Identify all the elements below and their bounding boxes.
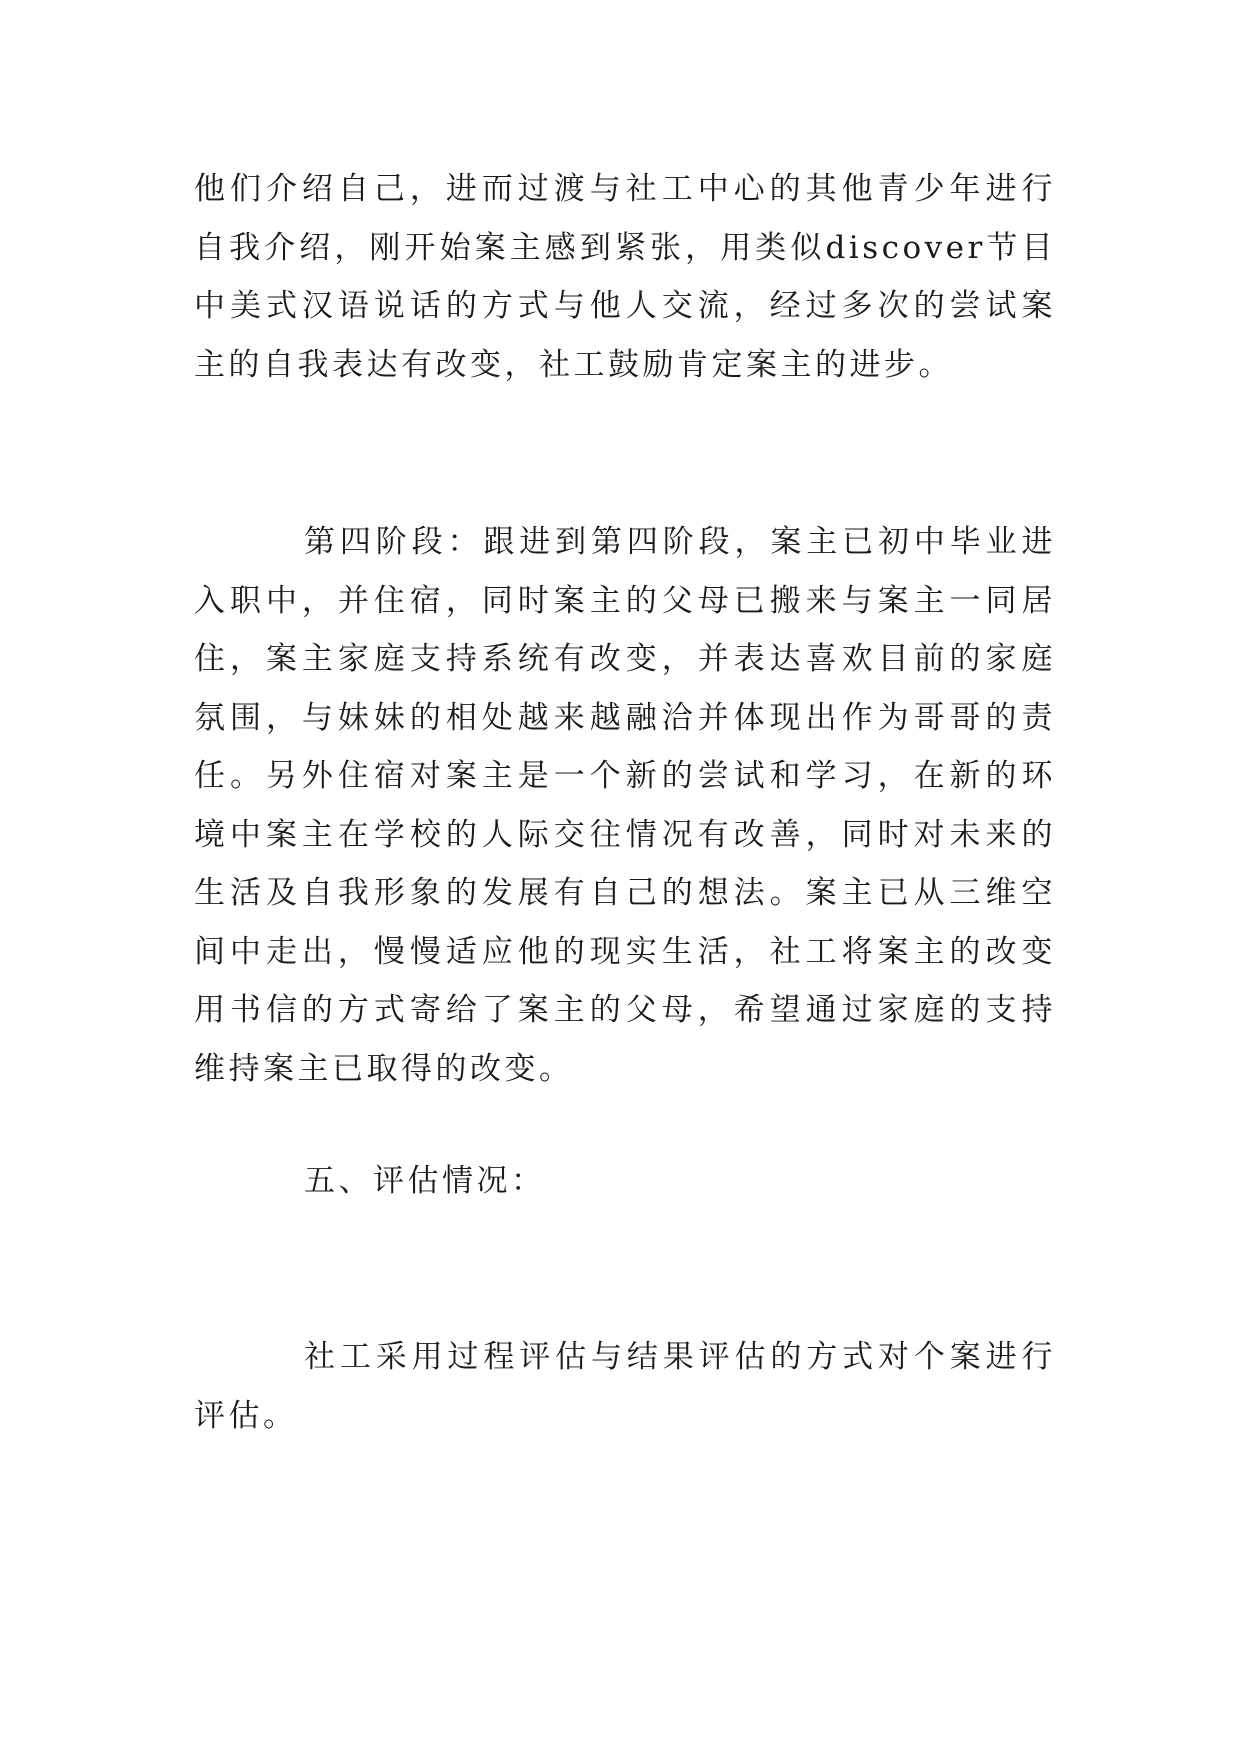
paragraph-evaluation-method: 社工采用过程评估与结果评估的方式对个案进行评估。 xyxy=(194,1339,1056,1434)
section-heading-evaluation: 五、评估情况： xyxy=(304,1163,546,1199)
paragraph-stage-four: 第四阶段：跟进到第四阶段，案主已初中毕业进入职中，并住宿，同时案主的父母已搬来与案主一同居住，案主家庭支持系统有改变，并表达喜欢目前的家庭氛围，与妹妹的相处越来越融洽并体现出作为哥哥的责任。另外住宿对案主是一个新的尝试和学习，在新的环境中案主在学校的人际交往情况有改善，同时对未来的生活及自我形象的发展有自己的想法。案主已从三维空间中走出，慢慢适应他的现实生活，社工将案主的改变用书信的方式寄给了案主的父母，希望通过家庭的支持维持案主已取得的改变。 xyxy=(194,524,1056,1087)
paragraph-stage-three-continuation: 他们介绍自己，进而过渡与社工中心的其他青少年进行自我介绍，刚开始案主感到紧张，用类似discover节目中美式汉语说话的方式与他人交流，经过多次的尝试案主的自我表达有改变，社工鼓励肯定案主的进步。 xyxy=(194,171,1056,383)
